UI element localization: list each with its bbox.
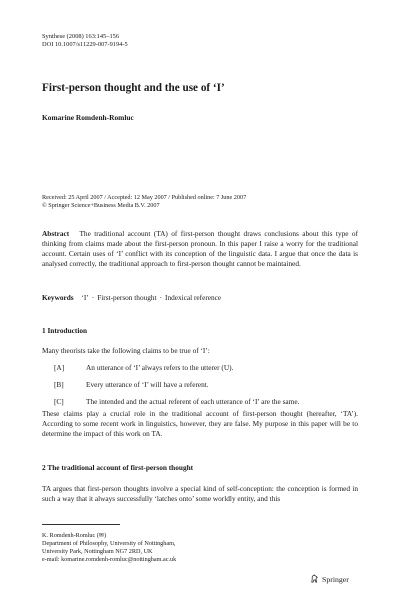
claim-item — [54, 397, 299, 406]
section-heading: 1 Introduction — [42, 326, 88, 335]
keywords-label: Keywords — [42, 293, 74, 302]
claim-item — [54, 380, 209, 389]
claim-text: Every utterance of ‘I’ will have a referent. — [86, 380, 209, 389]
affiliation-address: University Park, Nottingham NG7 2RD, UK — [42, 548, 153, 555]
claim-text: The intended and the actual referent of each utterance of ‘I’ are the same. — [86, 397, 300, 406]
copyright: © Springer Science+Business Media B.V. 2007 — [42, 202, 160, 209]
keyword: First-person thought — [97, 293, 157, 302]
author-name: Komarine Romdenh-Romluc — [42, 113, 134, 122]
abstract-text: The traditional account (TA) of first-person thought draws conclusions about this type of thinking from claims made about the first-person pronoun. In this paper I raise a worry for the traditional account. Certain uses of ‘I’ conflict with its conception of the linguistic data. I argue that once the data is analysed correctly, the traditional approach to first-person thought cannot be maintained. — [42, 229, 358, 269]
abstract — [42, 229, 358, 269]
section-heading: 2 The traditional account of first-person thought — [42, 463, 194, 472]
affiliation-dept: Department of Philosophy, University of Nottingham, — [42, 540, 176, 547]
keyword: ‘I’ — [81, 293, 89, 302]
doi: DOI 10.1007/s11229-007-9194-5 — [42, 41, 128, 48]
springer-horse-icon — [310, 574, 319, 585]
footnote-rule — [42, 524, 120, 525]
claim-text: An utterance of ‘I’ always refers to the utterer (U). — [86, 363, 234, 372]
author-email: e-mail: komarine.romdenh-romluc@nottingham.ac.uk — [42, 556, 177, 563]
publication-dates: Received: 25 April 2007 / Accepted: 12 May 2007 / Published online: 7 June 2007 — [42, 194, 247, 201]
keywords — [42, 293, 221, 302]
keyword-separator: · — [159, 293, 163, 302]
journal-citation: Synthese (2008) 163:145–156 — [42, 33, 120, 40]
keyword: Indexical reference — [165, 293, 222, 302]
claim-label: [B] — [54, 380, 64, 389]
publisher-name: Springer — [322, 575, 349, 584]
body-paragraph: These claims play a crucial role in the traditional account of first-person thought (hereafter, ‘TA’). According to some recent work in linguistics, however, they are false. My purpose in this paper will be to determine the impact of this work on TA. — [42, 409, 358, 439]
corresponding-author: K. Romdenh-Romluc (✉) — [42, 532, 107, 539]
claim-item — [54, 363, 233, 372]
keyword-separator: · — [91, 293, 95, 302]
publisher-logo — [310, 574, 349, 585]
abstract-label: Abstract — [42, 229, 70, 238]
body-paragraph: TA argues that first-person thoughts involve a special kind of self-conception: the conception is formed in such a way that it always successfully ‘latches onto’ some worldly entity, and this — [42, 484, 358, 504]
claim-label: [A] — [54, 363, 65, 372]
intro-sentence: Many theorists take the following claims to be true of ‘I’: — [42, 346, 210, 355]
paper-title: First-person thought and the use of ‘I’ — [42, 82, 225, 94]
claim-label: [C] — [54, 397, 64, 406]
